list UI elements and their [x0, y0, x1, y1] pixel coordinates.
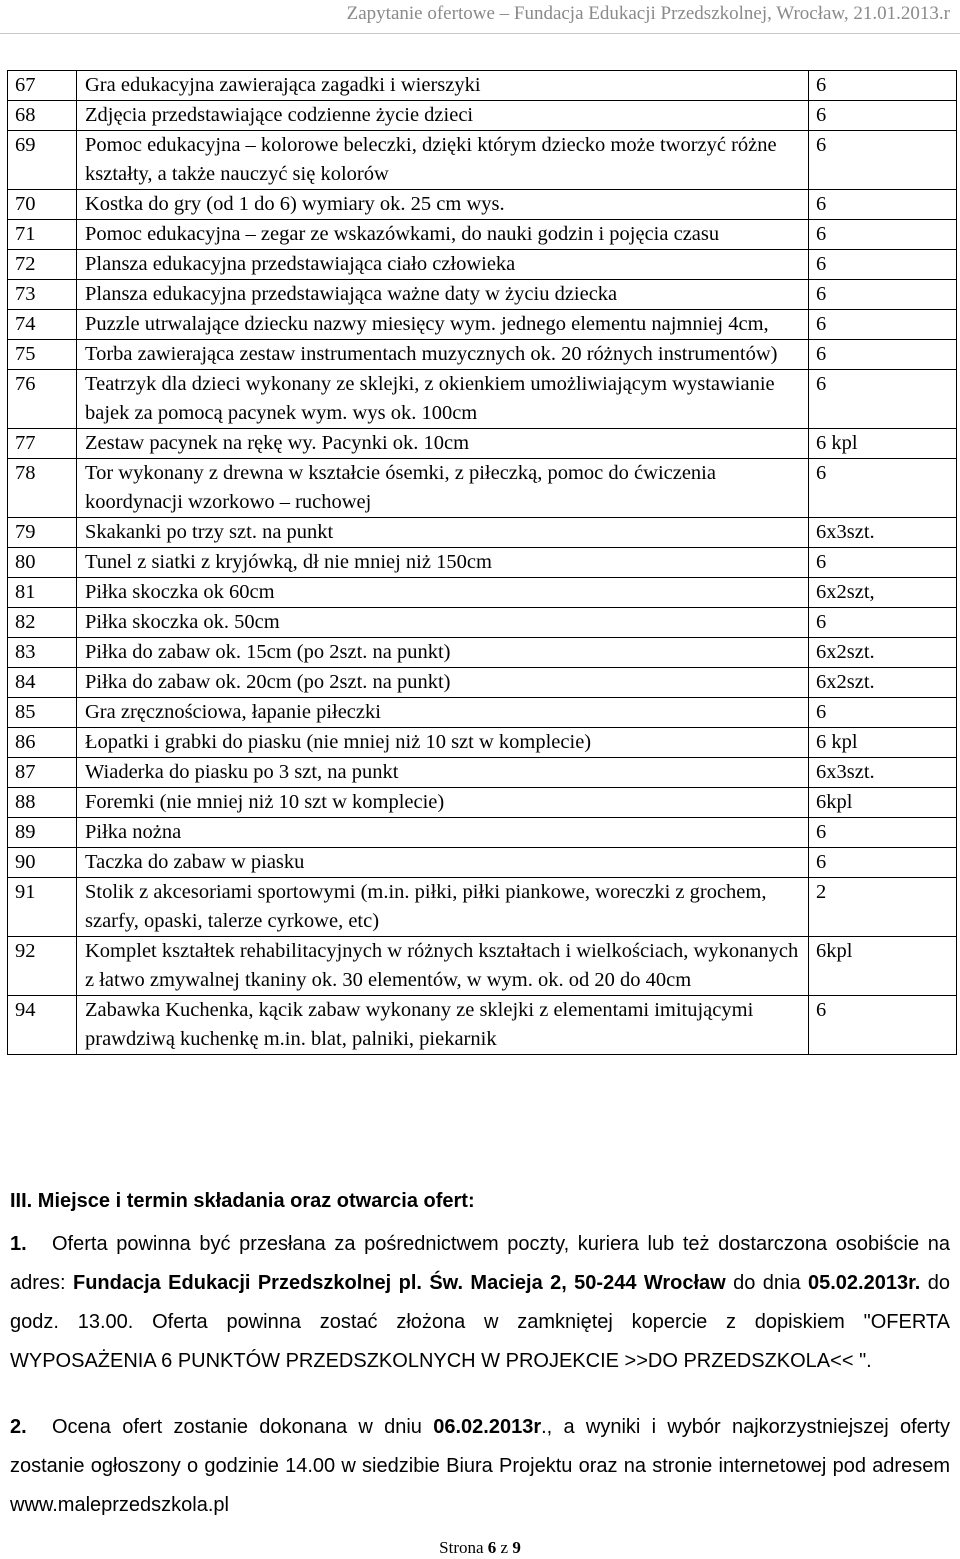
table-row: [8, 250, 957, 280]
item-quantity: 6: [809, 698, 957, 728]
table-row: [8, 698, 957, 728]
item-number: 90: [8, 848, 77, 878]
footer-mid: z: [496, 1538, 513, 1557]
table-row: [8, 578, 957, 608]
item-description: Zestaw pacynek na rękę wy. Pacynki ok. 10cm: [77, 429, 809, 459]
footer-page-total: 9: [512, 1538, 521, 1557]
item-quantity: 6: [809, 131, 957, 190]
items-table-body: [8, 71, 957, 1055]
paragraph-2-label: 2.: [10, 1416, 27, 1438]
table-row: [8, 101, 957, 131]
item-description: Zabawka Kuchenka, kącik zabaw wykonany ze sklejki z elementami imitującymi prawdziwą kuchenkę m.in. blat, palniki, piekarnik: [77, 996, 809, 1055]
item-number: 86: [8, 728, 77, 758]
table-row: [8, 220, 957, 250]
item-number: 94: [8, 996, 77, 1055]
table-row: [8, 638, 957, 668]
item-quantity: 6: [809, 370, 957, 429]
item-number: 83: [8, 638, 77, 668]
item-quantity: 6: [809, 310, 957, 340]
table-row: [8, 818, 957, 848]
paragraph-2-text-b: ., a wyniki i wybór najkorzystniejszej oferty zostanie ogłoszony o godzinie 14.00 w siedzibie Biura Projektu oraz na stronie internetowej pod adresem www.maleprzedszkola.pl: [10, 1416, 950, 1516]
item-quantity: 6x2szt.: [809, 668, 957, 698]
paragraph-1-address: Fundacja Edukacji Przedszkolnej pl. Św. Macieja 2, 50-244 Wrocław: [72, 1272, 726, 1294]
item-number: 76: [8, 370, 77, 429]
item-description: Zdjęcia przedstawiające codzienne życie dzieci: [77, 101, 809, 131]
item-quantity: 6 kpl: [809, 429, 957, 459]
item-number: 74: [8, 310, 77, 340]
items-table: [7, 70, 957, 1055]
item-number: 70: [8, 190, 77, 220]
item-number: 85: [8, 698, 77, 728]
item-description: Wiaderka do piasku po 3 szt, na punkt: [77, 758, 809, 788]
item-number: 92: [8, 937, 77, 996]
table-row: [8, 548, 957, 578]
item-description: Gra zręcznościowa, łapanie piłeczki: [77, 698, 809, 728]
table-row: [8, 429, 957, 459]
item-description: Kostka do gry (od 1 do 6) wymiary ok. 25 cm wys.: [77, 190, 809, 220]
item-quantity: 6: [809, 818, 957, 848]
item-number: 72: [8, 250, 77, 280]
item-description: Teatrzyk dla dzieci wykonany ze sklejki, z okienkiem umożliwiającym wystawianie bajek za pomocą pacynek wym. wys ok. 100cm: [77, 370, 809, 429]
table-row: [8, 937, 957, 996]
item-description: Piłka nożna: [77, 818, 809, 848]
page-footer: [0, 1538, 960, 1558]
item-quantity: 6: [809, 71, 957, 101]
table-row: [8, 758, 957, 788]
paragraph-1-text-c: do godz. 13.00. Oferta powinna zostać złożona w zamkniętej kopercie z dopiskiem "OFERTA WYPOSAŻENIA 6 PUNKTÓW PRZEDSZKOLNYCH W PROJEKCIE >>DO PRZEDSZKOLA<< ".: [10, 1272, 950, 1372]
item-quantity: 6: [809, 848, 957, 878]
item-number: 75: [8, 340, 77, 370]
item-description: Stolik z akcesoriami sportowymi (m.in. piłki, piłki piankowe, woreczki z grochem, szarfy, opaski, talerze cyrkowe, etc): [77, 878, 809, 937]
table-row: [8, 518, 957, 548]
item-description: Piłka do zabaw ok. 20cm (po 2szt. na punkt): [77, 668, 809, 698]
item-quantity: 6x2szt,: [809, 578, 957, 608]
item-quantity: 2: [809, 878, 957, 937]
item-quantity: 6: [809, 190, 957, 220]
item-description: Taczka do zabaw w piasku: [77, 848, 809, 878]
item-quantity: 6x3szt.: [809, 518, 957, 548]
item-description: Piłka skoczka ok 60cm: [77, 578, 809, 608]
table-row: [8, 668, 957, 698]
table-row: [8, 878, 957, 937]
table-row: [8, 848, 957, 878]
item-quantity: 6: [809, 548, 957, 578]
table-row: [8, 459, 957, 518]
paragraph-1: [10, 1225, 950, 1381]
header-divider: [0, 33, 960, 34]
item-number: 69: [8, 131, 77, 190]
item-number: 79: [8, 518, 77, 548]
item-quantity: 6: [809, 340, 957, 370]
item-quantity: 6: [809, 220, 957, 250]
item-number: 71: [8, 220, 77, 250]
paragraph-1-label: 1.: [10, 1233, 27, 1255]
item-quantity: 6: [809, 459, 957, 518]
item-quantity: 6: [809, 250, 957, 280]
paragraph-2-text-a: Ocena ofert zostanie dokonana w dniu: [52, 1416, 434, 1438]
item-description: Skakanki po trzy szt. na punkt: [77, 518, 809, 548]
item-number: 87: [8, 758, 77, 788]
item-description: Komplet kształtek rehabilitacyjnych w różnych kształtach i wielkościach, wykonanych z łatwo zmywalnej tkaniny ok. 30 elementów, w wym. ok. od 20 do 40cm: [77, 937, 809, 996]
item-description: Tor wykonany z drewna w kształcie ósemki, z piłeczką, pomoc do ćwiczenia koordynacji wzorkowo – ruchowej: [77, 459, 809, 518]
page-header: Zapytanie ofertowe – Fundacja Edukacji Przedszkolnej, Wrocław, 21.01.2013.r: [346, 3, 950, 24]
item-number: 78: [8, 459, 77, 518]
item-number: 80: [8, 548, 77, 578]
paragraph-1-deadline: 05.02.2013r.: [807, 1272, 921, 1294]
item-number: 84: [8, 668, 77, 698]
table-row: [8, 340, 957, 370]
item-description: Pomoc edukacyjna – kolorowe beleczki, dzięki którym dziecko może tworzyć różne kształty, a także nauczyć się kolorów: [77, 131, 809, 190]
table-row: [8, 370, 957, 429]
section-title: III. Miejsce i termin składania oraz otwarcia ofert:: [10, 1190, 475, 1212]
paragraph-2-date: 06.02.2013r: [433, 1416, 542, 1438]
paragraph-1-text-b: do dnia: [725, 1272, 808, 1294]
item-quantity: 6: [809, 101, 957, 131]
item-description: Torba zawierająca zestaw instrumentach muzycznych ok. 20 różnych instrumentów): [77, 340, 809, 370]
item-description: Tunel z siatki z kryjówką, dł nie mniej niż 150cm: [77, 548, 809, 578]
item-description: Piłka do zabaw ok. 15cm (po 2szt. na punkt): [77, 638, 809, 668]
item-number: 68: [8, 101, 77, 131]
table-row: [8, 280, 957, 310]
item-number: 89: [8, 818, 77, 848]
footer-page-number: 6: [487, 1538, 497, 1557]
table-row: [8, 131, 957, 190]
item-number: 77: [8, 429, 77, 459]
item-quantity: 6: [809, 280, 957, 310]
table-row: [8, 310, 957, 340]
item-number: 91: [8, 878, 77, 937]
table-row: [8, 788, 957, 818]
item-number: 82: [8, 608, 77, 638]
item-description: Gra edukacyjna zawierająca zagadki i wierszyki: [77, 71, 809, 101]
table-row: [8, 71, 957, 101]
item-description: Pomoc edukacyjna – zegar ze wskazówkami, do nauki godzin i pojęcia czasu: [77, 220, 809, 250]
item-quantity: 6: [809, 996, 957, 1055]
item-quantity: 6kpl: [809, 937, 957, 996]
item-description: Łopatki i grabki do piasku (nie mniej niż 10 szt w komplecie): [77, 728, 809, 758]
table-row: [8, 996, 957, 1055]
item-description: Piłka skoczka ok. 50cm: [77, 608, 809, 638]
footer-prefix: Strona: [439, 1538, 488, 1557]
table-row: [8, 608, 957, 638]
item-quantity: 6 kpl: [809, 728, 957, 758]
item-number: 81: [8, 578, 77, 608]
item-description: Foremki (nie mniej niż 10 szt w komplecie): [77, 788, 809, 818]
item-quantity: 6x3szt.: [809, 758, 957, 788]
item-description: Plansza edukacyjna przedstawiająca ważne daty w życiu dziecka: [77, 280, 809, 310]
item-number: 67: [8, 71, 77, 101]
paragraph-2: [10, 1408, 950, 1525]
item-number: 73: [8, 280, 77, 310]
item-number: 88: [8, 788, 77, 818]
table-row: [8, 728, 957, 758]
item-quantity: 6: [809, 608, 957, 638]
paragraph-1-text-a: Oferta powinna być przesłana za pośrednictwem poczty, kuriera lub też dostarczona osobiście na adres:: [10, 1233, 950, 1294]
item-description: Puzzle utrwalające dziecku nazwy miesięcy wym. jednego elementu najmniej 4cm,: [77, 310, 809, 340]
table-row: [8, 190, 957, 220]
item-quantity: 6kpl: [809, 788, 957, 818]
item-description: Plansza edukacyjna przedstawiająca ciało człowieka: [77, 250, 809, 280]
item-quantity: 6x2szt.: [809, 638, 957, 668]
